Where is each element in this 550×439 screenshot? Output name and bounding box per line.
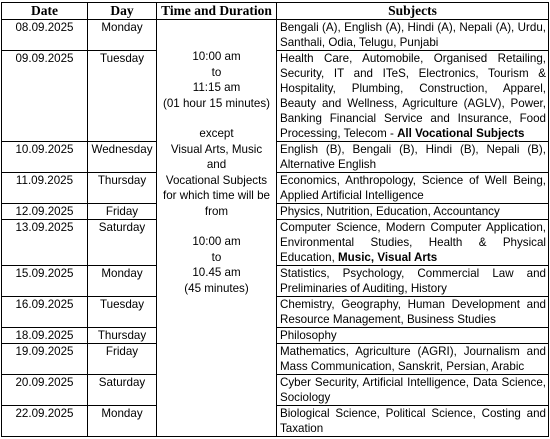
date-cell: 18.09.2025 (2, 328, 88, 344)
time-duration-cell (157, 20, 277, 437)
header-subjects: Subjects (277, 3, 549, 20)
subjects-bold-text: All Vocational Subjects (397, 127, 525, 140)
date-cell: 08.09.2025 (2, 20, 88, 51)
table-row (2, 20, 549, 51)
day-cell: Tuesday (88, 51, 157, 142)
header-date: Date (2, 3, 88, 20)
date-cell: 13.09.2025 (2, 220, 88, 266)
header-day: Day (88, 3, 157, 20)
header-time-duration: Time and Duration (157, 3, 277, 20)
day-cell: Monday (88, 266, 157, 297)
time-line: from (204, 204, 229, 218)
subjects-text: Health Care, Automobile, Organised Retailing, Security, IT and ITeS, Electronics, Tourism & Hospitality, Plumbing, Construction, Apparel, Beauty and Wellness, Agriculture (AGLV), Power, Banking Financial Service and Insurance, Food Processing, Telecom - (280, 52, 546, 140)
subjects-cell: Statistics, Psychology, Commercial Law and Preliminaries of Auditing, History (277, 266, 549, 297)
day-cell: Monday (88, 406, 157, 437)
day-cell: Friday (88, 204, 157, 220)
date-cell: 15.09.2025 (2, 266, 88, 297)
time-line: 10.45 am (192, 266, 241, 279)
subjects-cell: Physics, Nutrition, Education, Accountancy (277, 204, 549, 220)
day-cell: Thursday (88, 173, 157, 204)
day-cell: Friday (88, 344, 157, 375)
day-cell: Saturday (88, 375, 157, 406)
subjects-cell: Biological Science, Political Science, Costing and Taxation (277, 406, 549, 437)
day-cell: Thursday (88, 328, 157, 344)
date-cell: 11.09.2025 (2, 173, 88, 204)
time-line: except (199, 127, 234, 140)
date-cell: 19.09.2025 (2, 344, 88, 375)
time-line: 11:15 am (192, 81, 241, 94)
date-cell: 12.09.2025 (2, 204, 88, 220)
date-cell: 10.09.2025 (2, 142, 88, 173)
time-line: Vocational Subjects (165, 173, 268, 187)
time-line: to (211, 65, 222, 79)
subjects-bold-text: Music, Visual Arts (338, 251, 438, 264)
time-line: for which time will be (163, 189, 270, 202)
time-line: (01 hour 15 minutes) (163, 96, 270, 110)
subjects-cell: Mathematics, Agriculture (AGRI), Journalism and Mass Communication, Sanskrit, Persian, Arabic (277, 344, 549, 375)
subjects-cell (277, 220, 549, 266)
subjects-cell: Bengali (A), English (A), Hindi (A), Nepali (A), Urdu, Santhali, Odia, Telugu, Punjabi (277, 20, 549, 51)
subjects-cell: Philosophy (277, 328, 549, 344)
time-line: 10:00 am (192, 50, 241, 63)
subjects-cell (277, 51, 549, 142)
subjects-cell: Chemistry, Geography, Human Development and Resource Management, Business Studies (277, 297, 549, 328)
day-cell: Wednesday (88, 142, 157, 173)
day-cell: Saturday (88, 220, 157, 266)
day-cell: Monday (88, 20, 157, 51)
header-row (2, 3, 549, 20)
time-line: Visual Arts, Music and (170, 142, 263, 171)
date-cell: 09.09.2025 (2, 51, 88, 142)
subjects-cell: Economics, Anthropology, Science of Well Being, Applied Artificial Intelligence (277, 173, 549, 204)
subjects-cell: Cyber Security, Artificial Intelligence, Data Science, Sociology (277, 375, 549, 406)
subjects-cell: English (B), Bengali (B), Hindi (B), Nepali (B), Alternative English (277, 142, 549, 173)
date-cell: 20.09.2025 (2, 375, 88, 406)
time-line: 10:00 am (192, 235, 241, 248)
time-line: to (211, 250, 222, 264)
date-cell: 16.09.2025 (2, 297, 88, 328)
time-line: (45 minutes) (184, 281, 249, 295)
subjects-text: Computer Science, Modern Computer Application, Environmental Studies, Health & Physical Education, (280, 221, 546, 264)
day-cell: Tuesday (88, 297, 157, 328)
exam-schedule-table (1, 2, 549, 437)
date-cell: 22.09.2025 (2, 406, 88, 437)
